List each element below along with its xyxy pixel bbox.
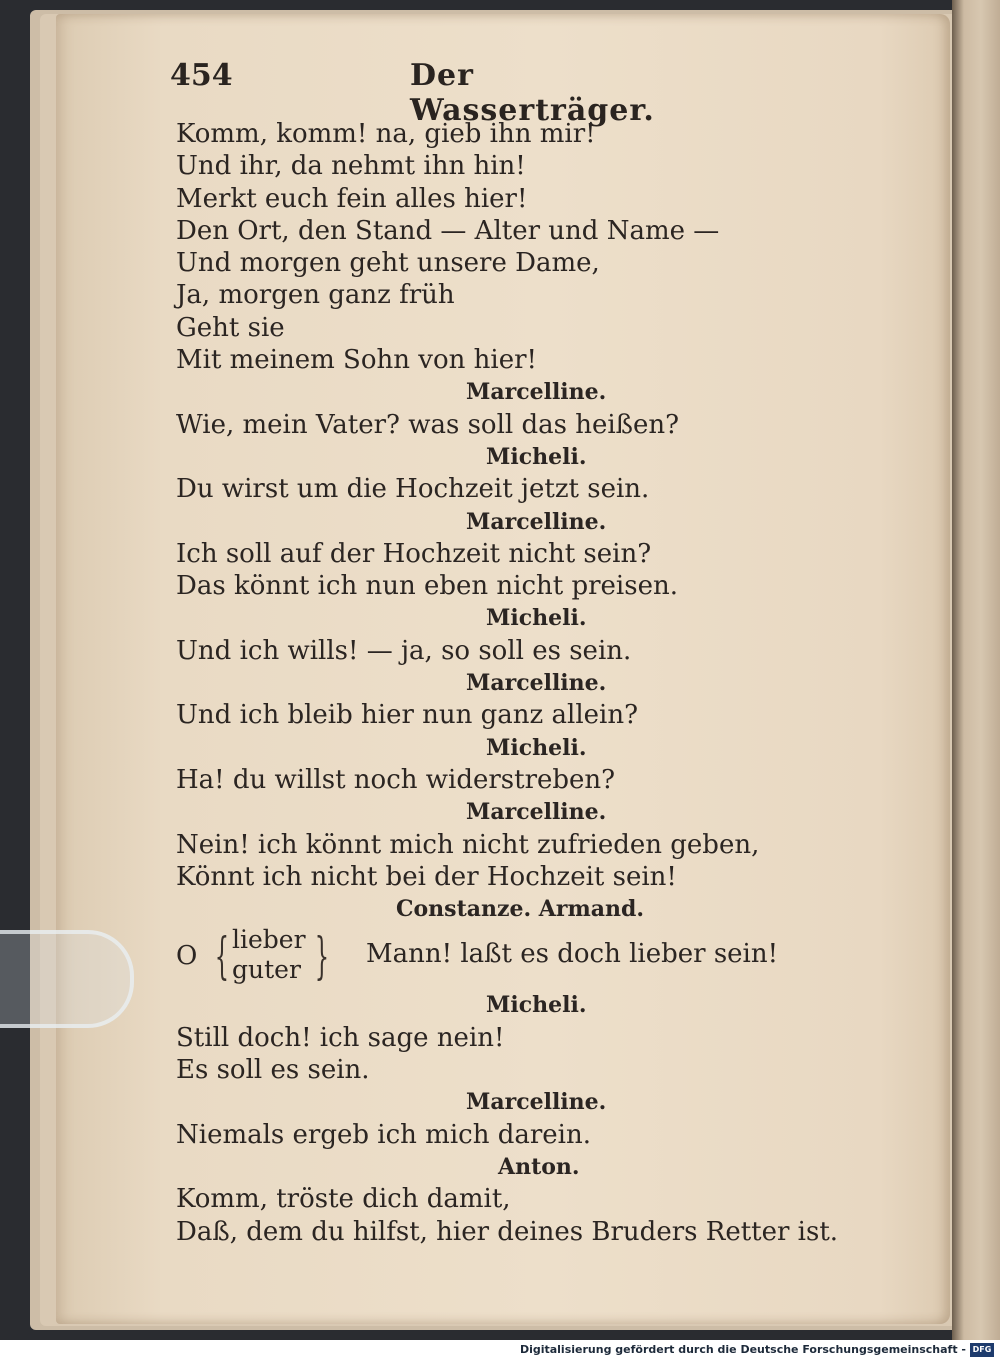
text-block: [176, 118, 856, 1248]
text-line: Ich soll auf der Hochzeit nicht sein?: [176, 538, 652, 569]
page-header: [170, 52, 690, 128]
text-line: Und ich bleib hier nun ganz allein?: [176, 700, 639, 731]
text-line: Niemals ergeb ich mich darein.: [176, 1119, 591, 1150]
speaker-micheli: Micheli.: [486, 605, 587, 632]
speaker-micheli: Micheli.: [486, 992, 587, 1019]
speaker-micheli: Micheli.: [486, 734, 587, 761]
text-line: Mit meinem Sohn von hier!: [176, 345, 537, 376]
text-line: Still doch! ich sage nein!: [176, 1022, 505, 1053]
dfg-logo-icon: DFG: [970, 1343, 994, 1357]
text-line: Daß, dem du hilfst, hier deines Bruders Retter ist.: [176, 1216, 839, 1247]
page-number: 454: [170, 58, 233, 93]
text-line: Den Ort, den Stand — Alter und Name —: [176, 215, 720, 246]
speaker-marcelline: Marcelline.: [466, 670, 607, 697]
speaker-constanze-armand: Constanze. Armand.: [396, 896, 645, 923]
text-line: Das könnt ich nun eben nicht preisen.: [176, 571, 678, 602]
text-line: Und ich wills! — ja, so soll es sein.: [176, 635, 632, 666]
text-line: Komm, komm! na, gieb ihn mir!: [176, 119, 596, 149]
text-line: Merkt euch fein alles hier!: [176, 183, 528, 214]
speaker-marcelline: Marcelline.: [466, 508, 607, 535]
text-line: Wie, mein Vater? was soll das heißen?: [176, 409, 680, 440]
duet-exclamation: O: [176, 941, 198, 972]
text-line: Ja, morgen ganz früh: [176, 280, 455, 311]
speaker-anton: Anton.: [498, 1153, 580, 1180]
text-line: Nein! ich könnt mich nicht zufrieden geben,: [176, 829, 760, 860]
duet-text: Mann! laßt es doch lieber sein!: [366, 939, 779, 970]
page-clip: [0, 930, 134, 1028]
book-gutter: [952, 0, 1000, 1340]
footer-credit: Digitalisierung gefördert durch die Deutsche Forschungsgemeinschaft -: [519, 1343, 966, 1356]
running-title: Der Wasserträger.: [410, 58, 655, 128]
text-line: Und morgen geht unsere Dame,: [176, 248, 600, 279]
speaker-micheli: Micheli.: [486, 443, 587, 470]
text-line: Könnt ich nicht bei der Hochzeit sein!: [176, 861, 677, 892]
right-brace-icon: }: [314, 927, 330, 986]
text-line: Geht sie: [176, 312, 285, 343]
duet-line: [176, 925, 856, 989]
speaker-marcelline: Marcelline.: [466, 1089, 607, 1116]
speaker-marcelline: Marcelline.: [466, 799, 607, 826]
duet-option-2: guter: [232, 955, 301, 985]
duet-option-1: lieber: [232, 925, 306, 955]
left-brace-icon: {: [214, 927, 230, 986]
text-line: Und ihr, da nehmt ihn hin!: [176, 151, 526, 182]
text-line: Du wirst um die Hochzeit jetzt sein.: [176, 474, 650, 505]
text-line: Komm, tröste dich damit,: [176, 1184, 511, 1215]
footer-bar: [0, 1340, 1000, 1361]
text-line: Ha! du willst noch widerstreben?: [176, 764, 616, 795]
speaker-marcelline: Marcelline.: [466, 379, 607, 406]
text-line: Es soll es sein.: [176, 1055, 370, 1086]
